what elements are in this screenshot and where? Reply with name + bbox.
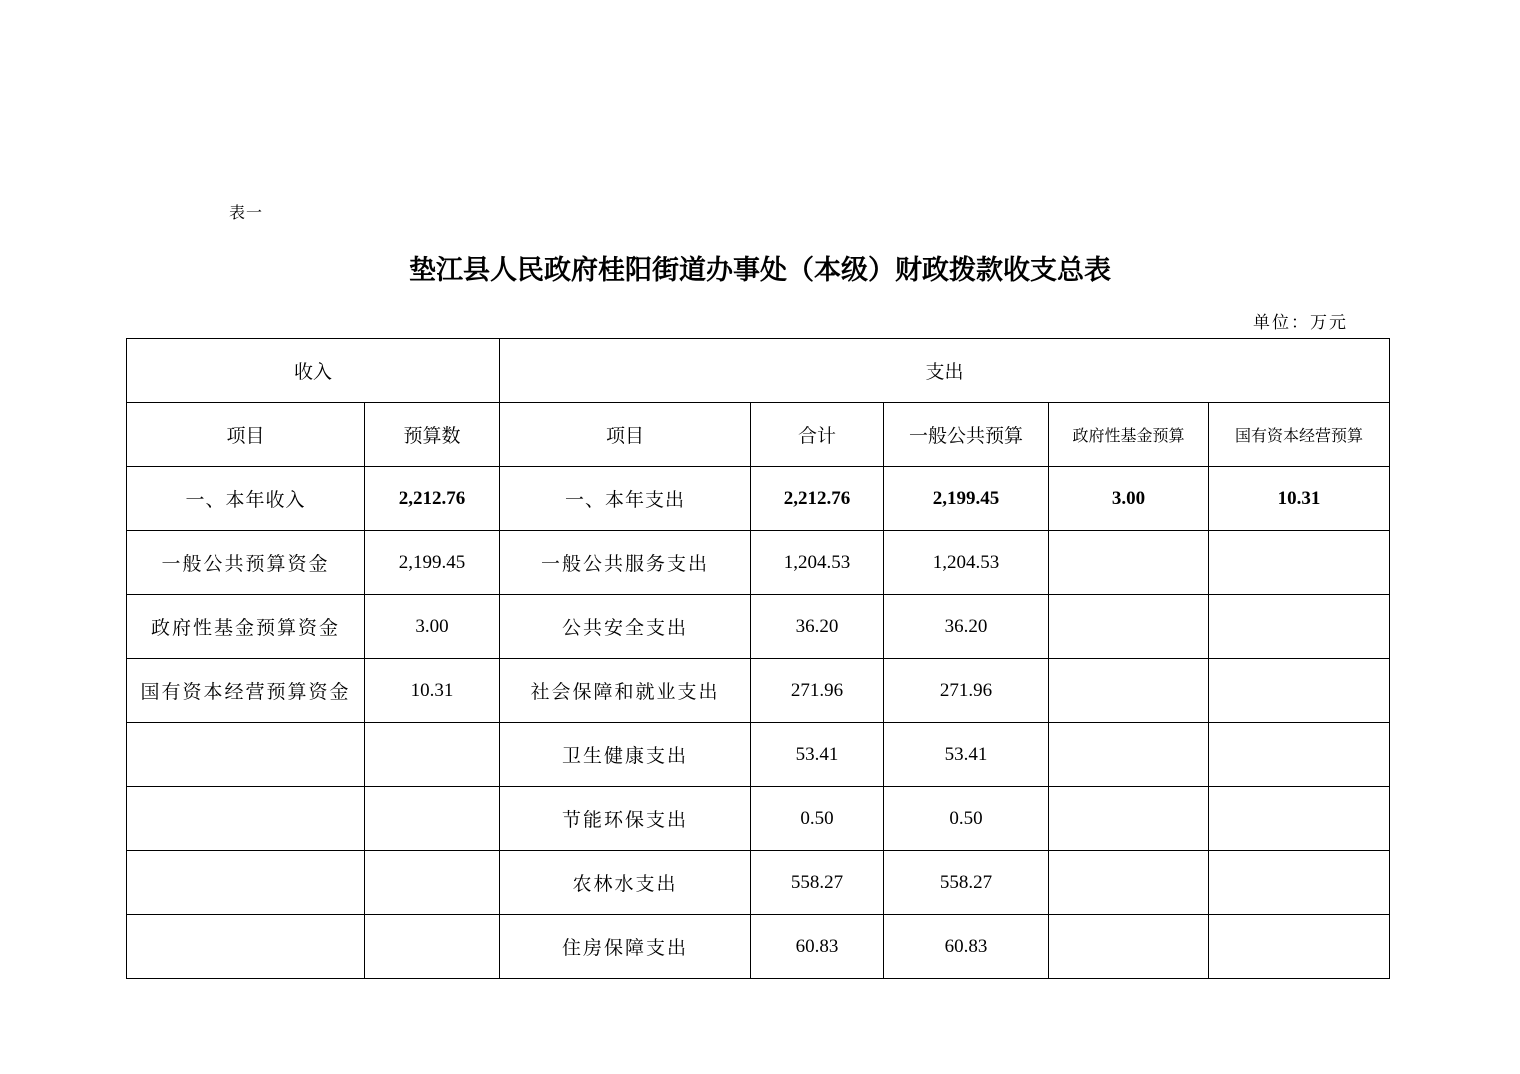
general-public-value: 53.41 — [884, 723, 1049, 787]
income-budget: 2,199.45 — [365, 531, 500, 595]
income-budget-header: 预算数 — [365, 403, 500, 467]
expense-total: 36.20 — [751, 595, 884, 659]
gov-fund-value — [1049, 595, 1209, 659]
income-budget — [365, 851, 500, 915]
page-title: 垫江县人民政府桂阳街道办事处（本级）财政拨款收支总表 — [409, 255, 1111, 286]
table-row — [127, 531, 1390, 595]
gov-fund-header: 政府性基金预算 — [1049, 403, 1209, 467]
state-capital-value — [1209, 531, 1390, 595]
general-public-value: 1,204.53 — [884, 531, 1049, 595]
expense-total: 1,204.53 — [751, 531, 884, 595]
column-header-row — [127, 403, 1390, 467]
expense-total-value: 2,212.76 — [751, 467, 884, 531]
gov-fund-total: 3.00 — [1049, 467, 1209, 531]
income-total-label: 一、本年收入 — [127, 467, 365, 531]
section-header-row — [127, 339, 1390, 403]
expense-item: 节能环保支出 — [500, 787, 751, 851]
table-row — [127, 915, 1390, 979]
unit-label: 单位：万元 — [1253, 313, 1348, 333]
expense-section-header: 支出 — [500, 339, 1390, 403]
income-item — [127, 787, 365, 851]
income-item-header: 项目 — [127, 403, 365, 467]
general-public-value: 558.27 — [884, 851, 1049, 915]
table-label: 表一 — [229, 203, 264, 222]
table-row — [127, 851, 1390, 915]
expense-item-header: 项目 — [500, 403, 751, 467]
budget-table — [126, 338, 1390, 979]
expense-total: 271.96 — [751, 659, 884, 723]
total-header: 合计 — [751, 403, 884, 467]
income-item — [127, 723, 365, 787]
expense-item: 一般公共服务支出 — [500, 531, 751, 595]
expense-total: 558.27 — [751, 851, 884, 915]
expense-item: 公共安全支出 — [500, 595, 751, 659]
income-item — [127, 915, 365, 979]
income-budget — [365, 723, 500, 787]
general-public-value: 60.83 — [884, 915, 1049, 979]
income-budget — [365, 915, 500, 979]
income-item — [127, 851, 365, 915]
state-capital-value — [1209, 723, 1390, 787]
income-item: 国有资本经营预算资金 — [127, 659, 365, 723]
expense-item: 社会保障和就业支出 — [500, 659, 751, 723]
general-public-total: 2,199.45 — [884, 467, 1049, 531]
table-row — [127, 723, 1390, 787]
income-total-value: 2,212.76 — [365, 467, 500, 531]
gov-fund-value — [1049, 659, 1209, 723]
table-row — [127, 595, 1390, 659]
income-budget: 3.00 — [365, 595, 500, 659]
expense-item: 卫生健康支出 — [500, 723, 751, 787]
state-capital-value — [1209, 659, 1390, 723]
state-capital-header: 国有资本经营预算 — [1209, 403, 1390, 467]
state-capital-value — [1209, 915, 1390, 979]
general-public-value: 0.50 — [884, 787, 1049, 851]
state-capital-total: 10.31 — [1209, 467, 1390, 531]
totals-row — [127, 467, 1390, 531]
income-section-header: 收入 — [127, 339, 500, 403]
income-item: 政府性基金预算资金 — [127, 595, 365, 659]
gov-fund-value — [1049, 915, 1209, 979]
state-capital-value — [1209, 787, 1390, 851]
expense-total: 53.41 — [751, 723, 884, 787]
table-row — [127, 787, 1390, 851]
expense-item: 住房保障支出 — [500, 915, 751, 979]
expense-total-label: 一、本年支出 — [500, 467, 751, 531]
gov-fund-value — [1049, 531, 1209, 595]
general-public-value: 36.20 — [884, 595, 1049, 659]
expense-item: 农林水支出 — [500, 851, 751, 915]
gov-fund-value — [1049, 723, 1209, 787]
income-budget: 10.31 — [365, 659, 500, 723]
expense-total: 0.50 — [751, 787, 884, 851]
general-public-value: 271.96 — [884, 659, 1049, 723]
table-row — [127, 659, 1390, 723]
state-capital-value — [1209, 595, 1390, 659]
income-budget — [365, 787, 500, 851]
state-capital-value — [1209, 851, 1390, 915]
gov-fund-value — [1049, 787, 1209, 851]
expense-total: 60.83 — [751, 915, 884, 979]
income-item: 一般公共预算资金 — [127, 531, 365, 595]
general-public-header: 一般公共预算 — [884, 403, 1049, 467]
gov-fund-value — [1049, 851, 1209, 915]
